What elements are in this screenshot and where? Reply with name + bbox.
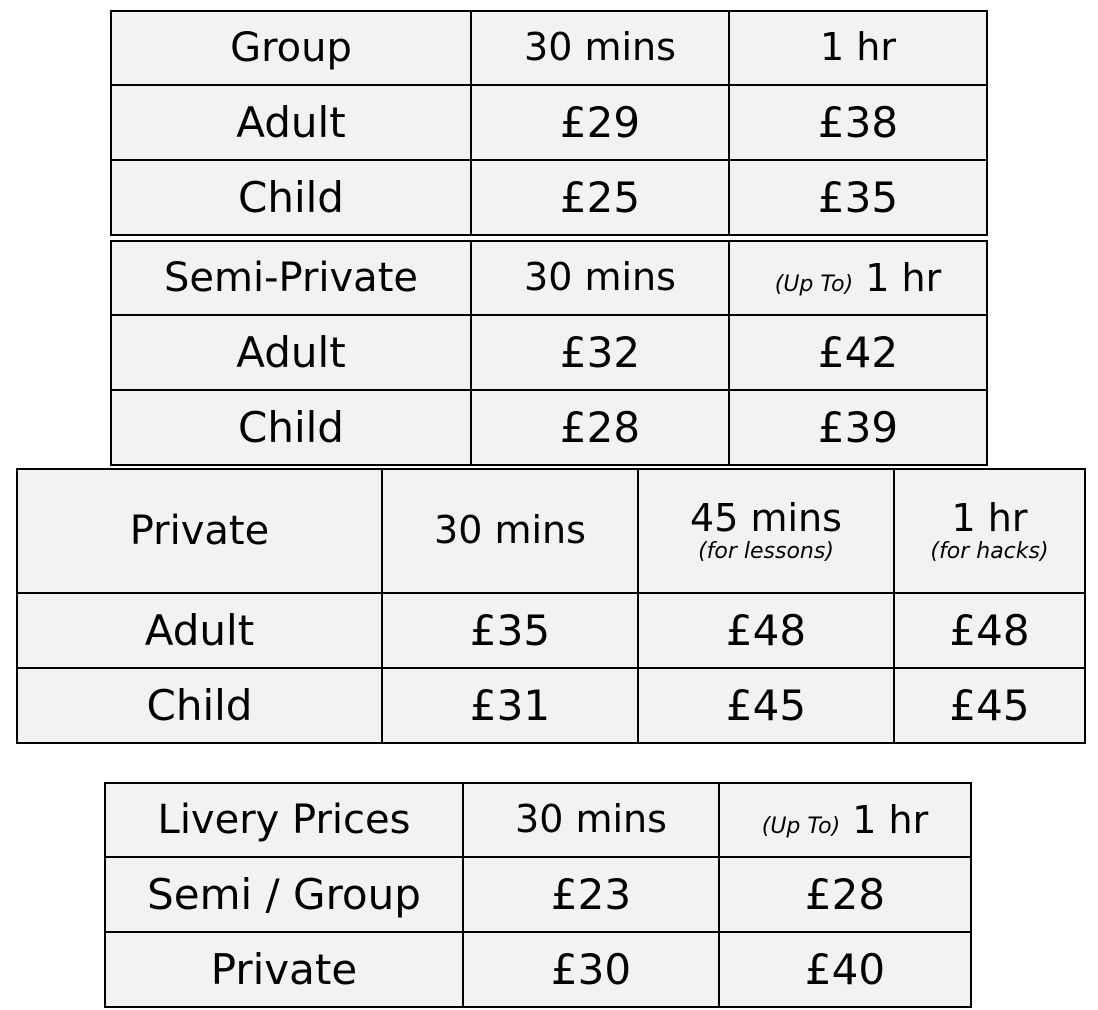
- column-header-private-2: [894, 469, 1085, 593]
- table-row: [17, 668, 1085, 743]
- price-semi-child-30: £28: [471, 390, 729, 465]
- column-header-livery-0: [463, 783, 719, 857]
- column-header-semi-1: [729, 241, 987, 315]
- column-header-note: (for lessons): [698, 539, 834, 565]
- price-group-adult-30: £29: [471, 85, 729, 160]
- table-title-private: Private: [17, 469, 382, 593]
- price-private-adult-30: £35: [382, 593, 638, 668]
- table-title-livery: Livery Prices: [105, 783, 463, 857]
- table-semi-private: [110, 240, 988, 466]
- price-group-child-60: £35: [729, 160, 987, 235]
- price-semi-adult-30: £32: [471, 315, 729, 390]
- column-header-group-1: [729, 11, 987, 85]
- row-label-private-child: Child: [17, 668, 382, 743]
- price-livery-semi-60: £28: [719, 857, 971, 932]
- price-livery-semi-30: £23: [463, 857, 719, 932]
- table-row: [17, 593, 1085, 668]
- table-row: [105, 857, 971, 932]
- column-header-group-0: [471, 11, 729, 85]
- row-label-livery-semi-group: Semi / Group: [105, 857, 463, 932]
- row-label-livery-private: Private: [105, 932, 463, 1007]
- table-title-semi-private: Semi-Private: [111, 241, 471, 315]
- table-livery-prices: [104, 782, 972, 1008]
- price-group-adult-60: £38: [729, 85, 987, 160]
- table-title-group: Group: [111, 11, 471, 85]
- price-semi-child-60: £39: [729, 390, 987, 465]
- price-private-adult-45: £48: [638, 593, 894, 668]
- column-header-label: 30 mins: [524, 255, 676, 300]
- row-label-private-adult: Adult: [17, 593, 382, 668]
- row-label-semi-child: Child: [111, 390, 471, 465]
- column-header-label: 30 mins: [515, 797, 667, 842]
- column-header-label: 1 hr: [852, 798, 929, 842]
- row-label-semi-adult: Adult: [111, 315, 471, 390]
- price-private-adult-60: £48: [894, 593, 1085, 668]
- table-row: [111, 390, 987, 465]
- price-group-child-30: £25: [471, 160, 729, 235]
- price-semi-adult-60: £42: [729, 315, 987, 390]
- table-private: [16, 468, 1086, 744]
- column-header-semi-0: [471, 241, 729, 315]
- column-header-label: 1 hr: [865, 256, 942, 300]
- table-header-row: [17, 469, 1085, 593]
- column-header-label: 30 mins: [524, 25, 676, 70]
- column-header-label: 1 hr: [820, 25, 896, 70]
- price-livery-private-60: £40: [719, 932, 971, 1007]
- column-header-note: (Up To): [761, 814, 841, 839]
- table-header-row: [111, 11, 987, 85]
- column-header-private-1: [638, 469, 894, 593]
- column-header-label: 1 hr: [951, 495, 1028, 540]
- row-label-group-child: Child: [111, 160, 471, 235]
- column-header-private-0: [382, 469, 638, 593]
- column-header-note: (for hacks): [930, 539, 1049, 565]
- column-header-note: (Up To): [774, 272, 854, 297]
- row-label-group-adult: Adult: [111, 85, 471, 160]
- price-private-child-45: £45: [638, 668, 894, 743]
- table-row: [111, 85, 987, 160]
- column-header-label: 30 mins: [434, 508, 586, 553]
- table-row: [111, 160, 987, 235]
- table-header-row: [111, 241, 987, 315]
- price-private-child-30: £31: [382, 668, 638, 743]
- price-private-child-60: £45: [894, 668, 1085, 743]
- table-group: [110, 10, 988, 236]
- table-row: [105, 932, 971, 1007]
- column-header-livery-1: [719, 783, 971, 857]
- table-header-row: [105, 783, 971, 857]
- price-livery-private-30: £30: [463, 932, 719, 1007]
- table-row: [111, 315, 987, 390]
- column-header-label: 45 mins: [690, 495, 842, 540]
